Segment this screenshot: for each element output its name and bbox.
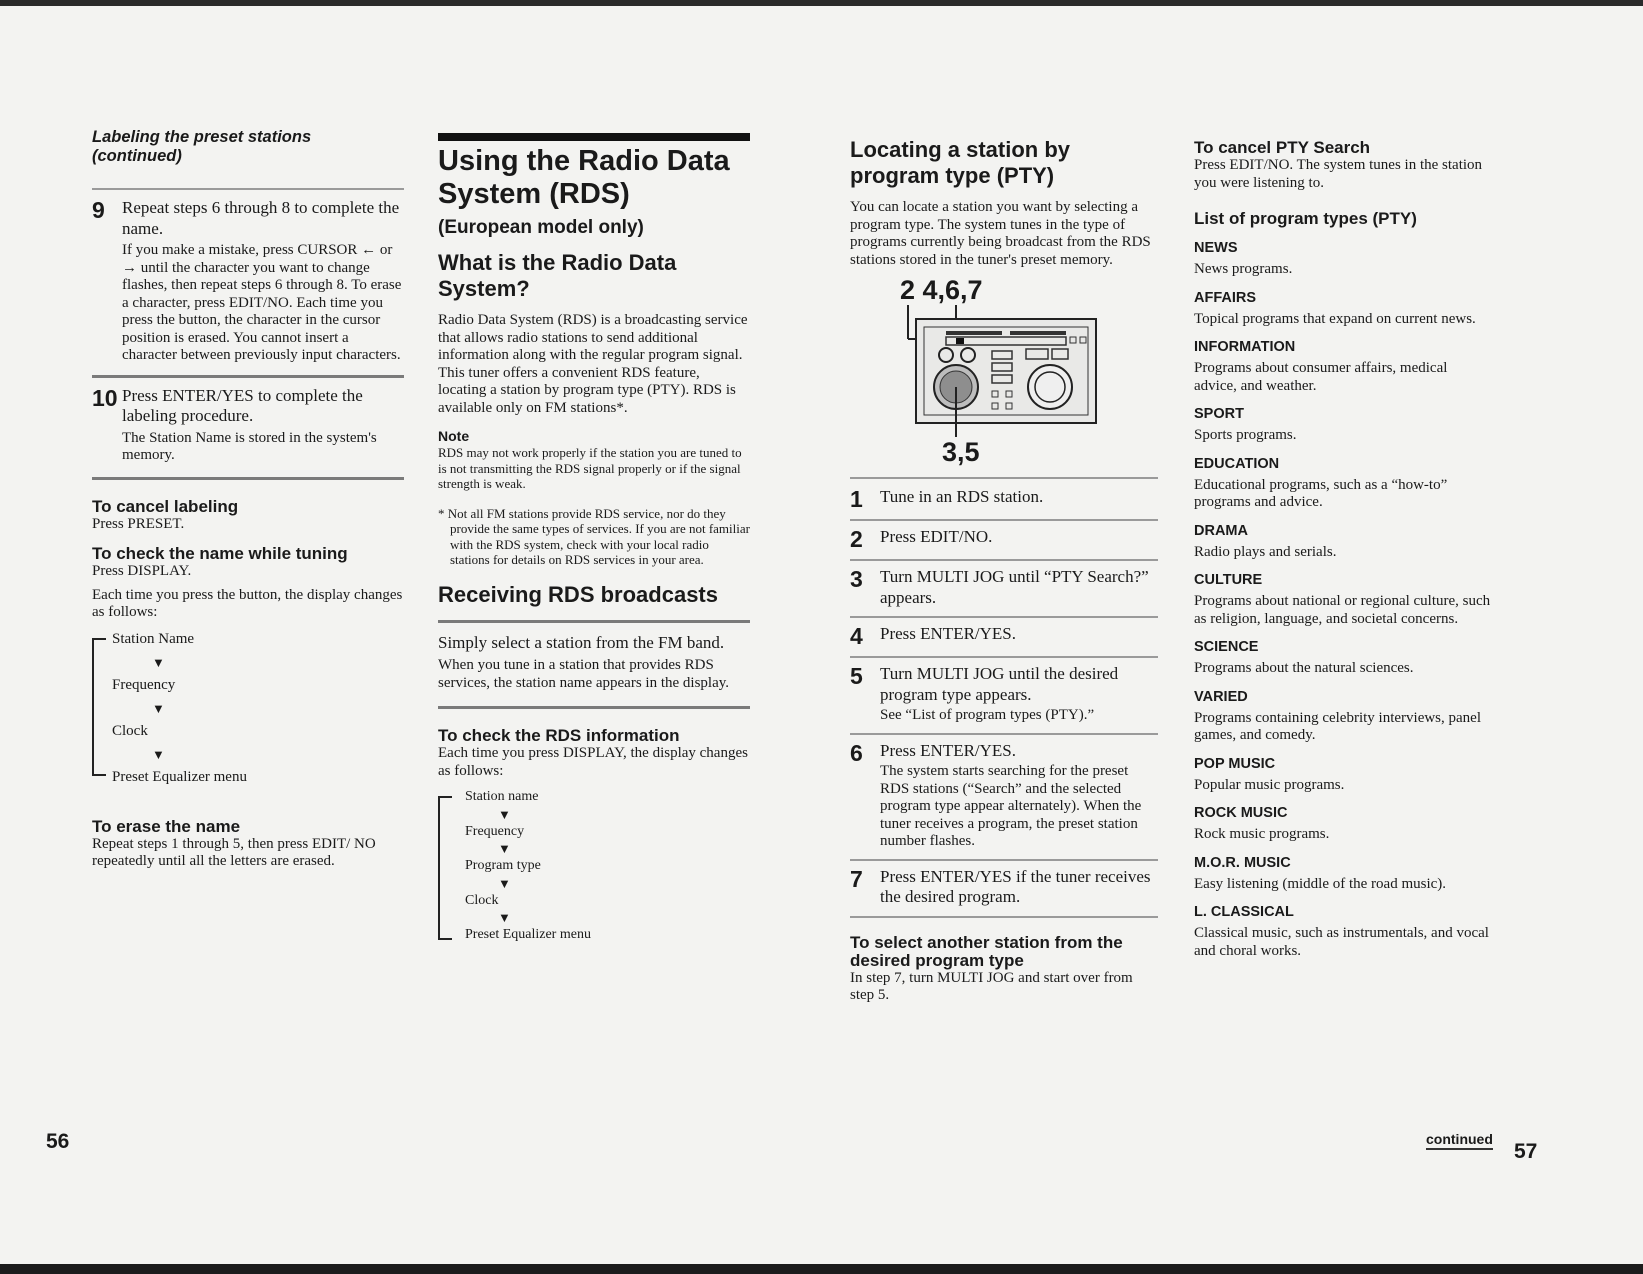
step-4 — [850, 624, 1158, 648]
left-column — [92, 128, 404, 871]
step-title: Repeat steps 6 through 8 to complete the name. — [122, 198, 400, 238]
pty-type-name: NEWS — [1194, 240, 1238, 256]
receiving-heading: Receiving RDS broadcasts — [438, 581, 718, 607]
top-edge — [0, 0, 1643, 6]
steps-list — [850, 487, 1158, 918]
arrow-down-icon: ▼ — [498, 875, 511, 891]
arrow-down-icon: ▼ — [152, 654, 165, 670]
step-5 — [850, 664, 1158, 725]
step-title: Press ENTER/YES. — [880, 740, 1016, 760]
step-7 — [850, 867, 1158, 908]
pty-type-description: Sports programs. — [1194, 427, 1297, 443]
arrow-down-icon: ▼ — [498, 910, 511, 925]
flow-item: Clock — [112, 722, 148, 739]
middle-column — [438, 133, 750, 958]
erase-name-heading: To erase the name — [92, 816, 241, 836]
pty-type-name: SPORT — [1194, 406, 1244, 422]
pty-type-name: L. CLASSICAL — [1194, 904, 1294, 920]
step-body: See “List of program types (PTY).” — [880, 707, 1095, 723]
flow-item: Station Name — [112, 630, 195, 647]
check-rds-heading: To check the RDS information — [438, 726, 680, 745]
what-is-body: Radio Data System (RDS) is a broadcasting service that allows radio stations to send additional information along with the regular program signal. This tuner offers a convenient RDS feature, locating a station by program type (PTY). RDS is available only on FM stations*. — [438, 312, 748, 416]
flow-item: Frequency — [465, 823, 525, 839]
what-is-heading: What is the Radio Data System? — [438, 250, 677, 301]
check-rds-body: Each time you press DISPLAY, the display changes as follows: — [438, 745, 748, 779]
pty-list — [1194, 239, 1494, 960]
pty-type-name: CULTURE — [1194, 572, 1263, 588]
step-number: 2 — [850, 526, 863, 552]
pty-type-name: SCIENCE — [1194, 639, 1259, 655]
pty-type-name: EDUCATION — [1194, 455, 1280, 472]
cancel-labeling-body: Press PRESET. — [92, 515, 185, 532]
arrow-down-icon: ▼ — [498, 841, 511, 856]
receiving-body: Simply select a station from the FM band. — [438, 632, 725, 652]
pty-type-name: ROCK MUSIC — [1194, 805, 1288, 821]
pty-type-description: Programs containing celebrity interviews, panel games, and comedy. — [1194, 709, 1481, 743]
display-flow — [92, 628, 404, 788]
step-title: Press ENTER/YES. — [880, 624, 1016, 643]
rds-display-flow — [438, 788, 750, 958]
page-number-right: 57 — [1514, 1140, 1538, 1163]
tuner-front-panel — [850, 275, 1158, 475]
footnote: * Not all FM stations provide RDS service, nor do they provide the same types of services. If you are not familiar with the RDS system, check with your local radio stations for details on RDS services in your area. — [438, 505, 750, 567]
another-station-heading: To select another station from the desired program type — [850, 932, 1123, 970]
pty-type-name: AFFAIRS — [1194, 289, 1257, 306]
pty-type-name: VARIED — [1194, 688, 1248, 705]
page-title: Using the Radio Data System (RDS) — [438, 145, 730, 210]
pty-type-description: Radio plays and serials. — [1194, 543, 1337, 560]
pty-type-description: Programs about consumer affairs, medical advice, and weather. — [1194, 360, 1448, 394]
step-number: 5 — [850, 663, 863, 689]
pty-type-name: DRAMA — [1194, 522, 1248, 539]
right-column-pty-list — [1194, 139, 1494, 960]
flow-item: Station name — [465, 789, 539, 804]
pty-type-description: Programs about national or regional culture, such as religion, language, and societal concerns. — [1194, 593, 1491, 627]
flow-item: Program type — [465, 858, 541, 873]
section-title: Locating a station by program type (PTY) — [850, 137, 1071, 188]
pty-type-description: Easy listening (middle of the road music). — [1194, 875, 1447, 892]
pty-type-description: Classical music, such as instrumentals, and vocal and choral works. — [1194, 925, 1489, 959]
step-body: The Station Name is stored in the system's memory. — [122, 429, 377, 463]
pty-list-heading: List of program types (PTY) — [1194, 209, 1417, 228]
page-number-left: 56 — [46, 1130, 70, 1153]
flow-item: Clock — [465, 892, 499, 908]
step-title: Tune in an RDS station. — [880, 487, 1044, 506]
pty-type-description: Rock music programs. — [1194, 826, 1330, 842]
step-number: 3 — [850, 566, 863, 592]
flow-item: Frequency — [112, 676, 176, 693]
step-1 — [850, 487, 1158, 511]
pty-type-description: Popular music programs. — [1194, 776, 1345, 793]
step-title: Turn MULTI JOG until the desired program type appears. — [880, 664, 1119, 704]
step-10 — [92, 386, 404, 465]
another-station-body: In step 7, turn MULTI JOG and start over from step 5. — [850, 969, 1133, 1003]
step-number: 4 — [850, 623, 863, 649]
arrow-down-icon: ▼ — [152, 700, 165, 716]
step-2 — [850, 527, 1158, 551]
pty-type-name: POP MUSIC — [1194, 755, 1276, 772]
step-body: The system starts searching for the preset RDS stations (“Search” and the selected program type appear alternately). When the tuner receives a program, the preset station number flashes. — [880, 763, 1142, 849]
pty-type-description: Programs about the natural sciences. — [1194, 660, 1414, 676]
step-title: Press ENTER/YES if the tuner receives the desired program. — [880, 866, 1151, 906]
check-name-body-2: Each time you press the button, the display changes as follows: — [92, 586, 403, 620]
check-name-body: Press DISPLAY. — [92, 563, 192, 579]
diagram-label-bottom: 3,5 — [942, 437, 980, 467]
step-9 — [92, 198, 404, 365]
note-body: RDS may not work properly if the station you are tuned to is not transmitting the RDS signal properly or if the signal strength is weak. — [438, 445, 742, 491]
continued-label: continued — [1426, 1131, 1493, 1150]
step-number: 10 — [92, 384, 118, 411]
step-number: 9 — [92, 197, 105, 223]
arrow-down-icon: ▼ — [498, 806, 511, 822]
cancel-labeling-heading: To cancel labeling — [92, 496, 239, 516]
step-number: 1 — [850, 486, 863, 512]
pty-type-description: News programs. — [1194, 261, 1293, 277]
flow-item: Preset Equalizer menu — [465, 927, 591, 942]
step-number: 6 — [850, 739, 863, 766]
right-column-steps — [850, 137, 1158, 1005]
note-heading: Note — [438, 428, 470, 444]
check-name-heading: To check the name while tuning — [92, 544, 348, 563]
cancel-pty-heading: To cancel PTY Search — [1194, 138, 1371, 157]
bottom-edge — [0, 1264, 1643, 1274]
erase-name-body: Repeat steps 1 through 5, then press EDIT/ NO repeatedly until all the letters are erased. — [92, 835, 376, 869]
flow-item: Preset Equalizer menu — [112, 768, 247, 785]
tuner-diagram — [850, 275, 1158, 475]
pty-type-name: M.O.R. MUSIC — [1194, 854, 1291, 871]
step-3 — [850, 567, 1158, 608]
step-title: Press EDIT/NO. — [880, 527, 993, 546]
diagram-label-top: 2 4,6,7 — [900, 275, 983, 305]
step-title: Press ENTER/YES to complete the labeling procedure. — [122, 385, 363, 425]
step-title: Turn MULTI JOG until “PTY Search?” appears. — [880, 567, 1149, 607]
step-6 — [850, 741, 1158, 851]
step-number: 7 — [850, 865, 863, 892]
page-subtitle: (European model only) — [438, 217, 644, 238]
pty-type-name: INFORMATION — [1194, 339, 1296, 355]
cancel-pty-body: Press EDIT/NO. The system tunes in the station you were listening to. — [1194, 157, 1483, 191]
section-header: Labeling the preset stations (continued) — [92, 128, 312, 165]
pty-type-description: Topical programs that expand on current news. — [1194, 310, 1476, 327]
step-body: If you make a mistake, press CURSOR ← or → until the character you want to change flashes, then repeat steps 6 through 8. To erase a character, press EDIT/NO. Each time you press the button, the character in the cursor position is erased. You cannot insert a character between previously input characters. — [122, 242, 402, 363]
intro-text: You can locate a station you want by selecting a program type. The system tunes in the type of programs currently being broadcast from the RDS stations stored in the tuner's preset memory. — [850, 199, 1151, 268]
arrow-down-icon: ▼ — [152, 746, 165, 762]
receiving-body-2: When you tune in a station that provides RDS services, the station name appears in the display. — [438, 657, 730, 691]
pty-type-description: Educational programs, such as a “how-to” programs and advice. — [1194, 476, 1448, 510]
